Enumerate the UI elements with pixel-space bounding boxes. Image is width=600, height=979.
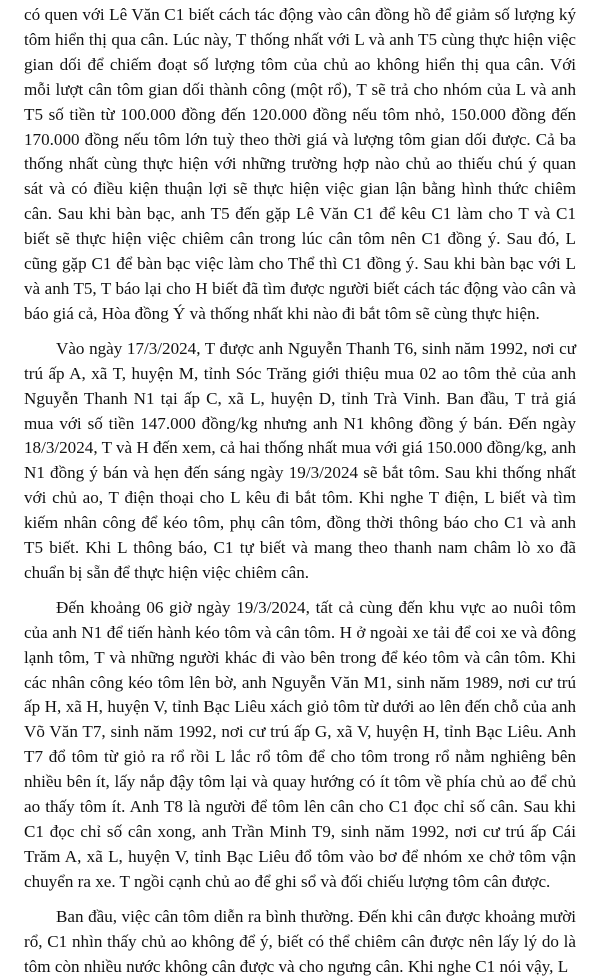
paragraph-2: Vào ngày 17/3/2024, T được anh Nguyễn Thanh T6, sinh năm 1992, nơi cư trú ấp A, xã T, huyện M, tỉnh Sóc Trăng giới thiệu mua 02 ao tôm thẻ của anh Nguyễn Thanh N1 tại ấp C, xã L, huyện D, tỉnh Trà Vinh. Ban đầu, T trả giá mua với số tiền 147.000 đồng/kg nhưng anh N1 không đồng ý bán. Đến ngày 18/3/2024, T và H đến xem, cả hai thống nhất mua với giá 150.000 đồng/kg, anh N1 đồng ý bán và hẹn đến sáng ngày 19/3/2024 sẽ bắt tôm. Sau khi thống nhất với chủ ao, T điện thoại cho L kêu đi bắt tôm. Khi nghe T điện, L biết và tìm kiếm nhân công để kéo tôm, phụ cân tôm, đồng thời thông báo cho C1 và anh T5 biết. Khi L thông báo, C1 tự biết và mang theo thanh nam châm lò xo đã chuẩn bị sẵn để thực hiện việc chiêm cân.: [24, 338, 576, 582]
document-page: [24, 3, 576, 979]
paragraph-3: Đến khoảng 06 giờ ngày 19/3/2024, tất cả cùng đến khu vực ao nuôi tôm của anh N1 để tiến hành kéo tôm và cân tôm. H ở ngoài xe tải để coi xe và đông lạnh tôm, T và những người khác đi vào bên trong để kéo tôm và cân tôm. Khi các nhân công kéo tôm lên bờ, anh Nguyễn Văn M1, sinh năm 1989, nơi cư trú ấp H, xã H, huyện V, tỉnh Bạc Liêu xách giỏ tôm từ dưới ao lên đến chỗ của anh Võ Văn T7, sinh năm 1992, nơi cư trú ấp G, xã V, huyện H, tỉnh Bạc Liêu. Anh T7 đổ tôm từ giỏ ra rổ rồi L lắc rổ tôm để cho tôm trong rổ nằm nghiêng bên nhiều bên ít, lấy nắp đậy tôm lại và quay hướng có ít tôm về phía chủ ao để chủ ao thấy tôm ít. Anh T8 là người để tôm lên cân cho C1 đọc chỉ số cân. Sau khi C1 đọc chỉ số cân xong, anh Trần Minh T9, sinh năm 1992, nơi cư trú ấp Cái Trăm A, xã L, huyện V, tỉnh Bạc Liêu đổ tôm vào bơ để nhóm xe chở tôm vận chuyển ra xe. T ngồi cạnh chủ ao để ghi sổ và đối chiếu lượng tôm cân được.: [24, 597, 576, 891]
paragraph-4: Ban đầu, việc cân tôm diễn ra bình thường. Đến khi cân được khoảng mười rổ, C1 nhìn thấy chủ ao không để ý, biết có thể chiêm cân được nên lấy lý do là tôm còn nhiều nước không cân được và cho ngưng cân. Khi nghe C1 nói vậy, L: [24, 906, 576, 976]
paragraph-1: có quen với Lê Văn C1 biết cách tác động vào cân đồng hồ để giảm số lượng ký tôm hiển thị qua cân. Lúc này, T thống nhất với L và anh T5 cùng thực hiện việc gian dối để chiếm đoạt số lượng tôm của chủ ao không hiển thị qua cân. Với mỗi lượt cân tôm gian dối thành công (một rổ), T sẽ trả cho nhóm của L và anh T5 số tiền từ 100.000 đồng đến 120.000 đồng nếu tôm nhỏ, 150.000 đồng đến 170.000 đồng nếu tôm lớn tuỳ theo thời giá và lượng tôm gian dối được. Cả ba thống nhất cùng thực hiện với những trường hợp nào chủ ao thiếu chú ý quan sát và có điều kiện thuận lợi sẽ thực hiện việc gian lận bằng hình thức chiêm cân. Sau khi bàn bạc, anh T5 đến gặp Lê Văn C1 để kêu C1 làm cho T và C1 biết sẽ thực hiện việc chiêm cân trong lúc cân tôm nên C1 đồng ý. Sau đó, L cũng gặp C1 để bàn bạc việc làm cho Thể thì C1 đồng ý. Sau khi bàn bạc với L và anh T5, T báo lại cho H biết đã tìm được người biết cách tác động vào cân và báo giá cả, Hòa đồng Ý và thống nhất khi nào đi bắt tôm sẽ cùng thực hiện.: [24, 5, 576, 323]
